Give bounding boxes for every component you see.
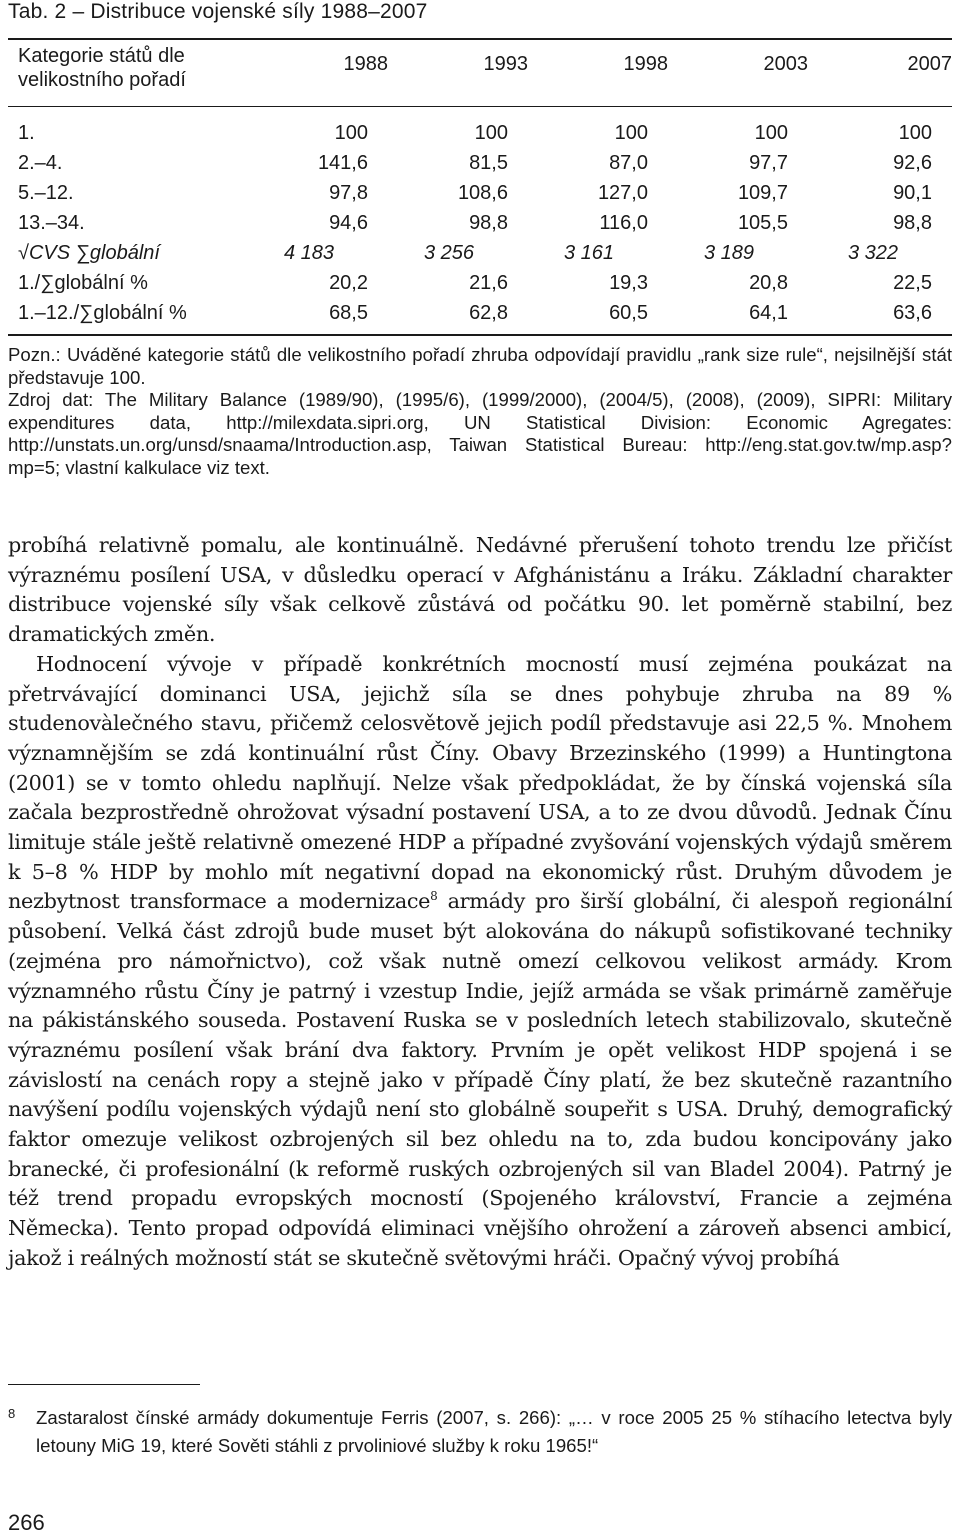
row-value: 60,5 <box>609 302 648 324</box>
row-category: 13.–34. <box>18 212 85 234</box>
row-value: 141,6 <box>317 152 368 174</box>
table-note <box>8 344 952 480</box>
row-value: 3 322 <box>847 242 898 264</box>
footnote-reference[interactable]: 8 <box>430 889 438 904</box>
header-year-label: 1998 <box>623 53 668 75</box>
row-value: 116,0 <box>599 212 648 234</box>
footnote-number: 8 <box>8 1406 16 1421</box>
row-value: 81,5 <box>469 152 508 174</box>
table-caption: Tab. 2 – Distribuce vojenské síly 1988–2007 <box>8 0 428 23</box>
row-value: 97,7 <box>749 152 788 174</box>
header-year <box>228 44 388 110</box>
paragraph-text: Hodnocení vývoje v případě konkrétních mocností musí zejména poukázat na přetrvávající dominanci USA, jejichž síla se dnes pohybuje zhruba na 89 % studenovàlečného stavu, přičemž celosvětově jejich podíl představuje asi 22,5 %. Mnohem významnějším se zdá kontinuální růst Číny. Obavy Brzezinského (1999) a Huntingtona (2001) se v tomto ohledu naplňují. Nelze však předpokládat, že by čínská vojenská síla začala bezprostředně ohrožovat výsadní postavení USA, a to ze dvou důvodů. Jednak Čínu limituje stále ještě relativně omezené HDP a případné zvyšování vojenských výdajů směrem k 5–8 % HDP by mohlo mít negativní dopad na ekonomický růst. Druhým důvodem je nezbytnost transformace a modernizace <box>8 651 952 914</box>
row-value: 100 <box>334 122 368 144</box>
distribution-table <box>8 44 952 328</box>
row-value: 20,8 <box>749 272 788 294</box>
table-top-rule <box>8 38 952 40</box>
footnote-separator <box>8 1384 200 1385</box>
row-value: 105,5 <box>737 212 788 234</box>
table-row <box>8 298 952 328</box>
note-source: Zdroj dat: The Military Balance (1989/90), (1995/6), (1999/2000), (2004/5), (2008), (2009), SIPRI: Military expenditures data, http://milexdata.sipri.org, UN Statistical Division: Economic Agregates: http://unstats.un.org/unsd/snaama/Introduction.asp, Taiwan Statistical Bureau: http://eng.stat.gov.tw/mp.asp?mp=5; vlastní kalkulace viz text. <box>8 389 952 478</box>
row-value: 68,5 <box>329 302 368 324</box>
row-category: 1.–12./∑globální % <box>18 302 187 324</box>
row-value: 62,8 <box>469 302 508 324</box>
row-value: 100 <box>898 122 932 144</box>
page-number: 266 <box>8 1510 45 1535</box>
row-value: 100 <box>614 122 648 144</box>
header-year-label: 2007 <box>907 53 952 75</box>
row-value: 109,7 <box>737 182 788 204</box>
table-row <box>8 178 952 208</box>
row-category: √CVS ∑globální <box>18 242 160 264</box>
row-value: 21,6 <box>469 272 508 294</box>
row-value: 100 <box>474 122 508 144</box>
row-value: 64,1 <box>749 302 788 324</box>
row-value: 20,2 <box>329 272 368 294</box>
row-value: 98,8 <box>469 212 508 234</box>
row-value: 22,5 <box>893 272 932 294</box>
header-year <box>808 44 952 110</box>
header-category: Kategorie států dle velikostního pořadí <box>18 45 186 91</box>
row-value: 3 256 <box>423 242 474 264</box>
body-text <box>8 531 952 1274</box>
row-category: 1. <box>18 122 35 144</box>
table-body <box>8 110 952 328</box>
table-bottom-rule <box>8 334 952 336</box>
row-value: 100 <box>754 122 788 144</box>
row-value: 127,0 <box>597 182 648 204</box>
header-year <box>668 44 808 110</box>
body-paragraph: probíhá relativně pomalu, ale kontinuálně. Nedávné přerušení tohoto trendu lze přičíst výraznému posílení USA, v důsledku operací v Afghánistánu a Iráku. Základní charakter distribuce vojenské síly však celkově zůstává od počátku 90. let poměrně stabilní, bez dramatických změn. <box>8 533 952 647</box>
row-value: 4 183 <box>283 242 334 264</box>
row-value: 98,8 <box>893 212 932 234</box>
row-value: 92,6 <box>893 152 932 174</box>
row-value: 97,8 <box>329 182 368 204</box>
table-header-row <box>8 44 952 110</box>
table-row <box>8 110 952 148</box>
row-value: 3 161 <box>563 242 614 264</box>
row-category: 1./∑globální % <box>18 272 148 294</box>
row-value: 3 189 <box>703 242 754 264</box>
footnote <box>8 1404 952 1460</box>
header-year <box>388 44 528 110</box>
header-year <box>528 44 668 110</box>
row-value: 94,6 <box>329 212 368 234</box>
note-label: Pozn. <box>8 344 56 365</box>
row-value: 108,6 <box>457 182 508 204</box>
table-row <box>8 268 952 298</box>
body-paragraph <box>8 650 952 1274</box>
row-value: 19,3 <box>609 272 648 294</box>
note-pozn <box>8 344 952 389</box>
row-category: 5.–12. <box>18 182 74 204</box>
row-category: 2.–4. <box>18 152 63 174</box>
row-value: 90,1 <box>893 182 932 204</box>
row-value: 87,0 <box>609 152 648 174</box>
table-row <box>8 148 952 178</box>
table-row <box>8 208 952 238</box>
header-year-label: 1993 <box>483 53 528 75</box>
paragraph-text: armády pro širší globální, či alespoň regionální působení. Velká část zdrojů bude muset být alokována do nákupů sofistikované techniky (zejména pro námořnictvo), což však nutně omezí celkovou velikost armády. Krom významného růstu Číny je patrný i vzestup Indie, jejíž armáda se však primárně zaměřuje na pákistánského souseda. Postavení Ruska se v posledních letech stabilizovalo, skutečně výraznému posílení však brání dva faktory. Prvním je opět velikost HDP spojená i se závislostí na cenách ropy a stejně jako v případě Číny platí, že bez skutečně razantního navýšení podílu vojenských výdajů není sto globálně soupeřit s USA. Druhý, demografický faktor omezuje velikost ozbrojených sil bez ohledu na to, zda budou koncipovány jako branecké, či profesionální (k reformě ruských ozbrojených sil van Bladel 2004). Patrný je též trend propadu evropských mocností (Spojeného království, Francie a zejména Německa). Tento propad odpovídá eliminaci vnějšího ohrožení a zároveň absenci ambicí, jakož i reálných možností stát se skutečně světovými hráči. Opačný vývoj probíhá <box>8 889 953 1270</box>
row-value: 63,6 <box>893 302 932 324</box>
header-year-label: 1988 <box>343 53 388 75</box>
footnote-text: Zastaralost čínské armády dokumentuje Ferris (2007, s. 266): „… v roce 2005 25 % stíhacího letectva byly letouny MiG 19, které Sověti stáhli z prvoliniové služby k roku 1965!“ <box>36 1407 952 1456</box>
header-year-label: 2003 <box>763 53 808 75</box>
table-row <box>8 238 952 268</box>
note-text: : Uváděné kategorie států dle velikostního pořadí zhruba odpovídají pravidlu „rank size rule“, nejsilnější stát představuje 100. <box>8 344 952 388</box>
